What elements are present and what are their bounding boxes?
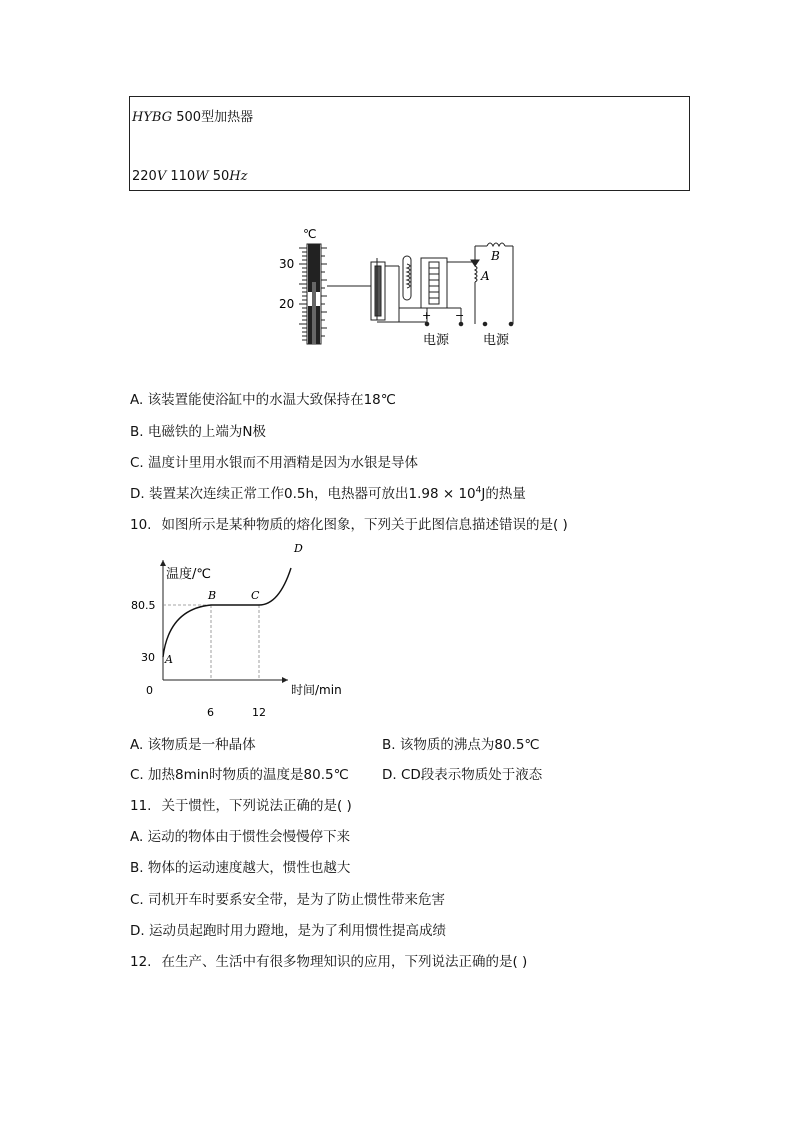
heater-spec-box xyxy=(129,96,690,191)
spec-model-text: 500型加热器 xyxy=(176,110,254,125)
q9-option-a xyxy=(130,388,396,408)
option-text: 该物质的沸点为80.5℃ xyxy=(399,737,540,753)
option-text: 运动的物体由于惯性会慢慢停下来 xyxy=(147,829,351,845)
thermometer-tick-30: 30 xyxy=(279,257,295,271)
origin-label: 0 xyxy=(146,684,153,697)
question-stem: 在生产、生活中有很多物理知识的应用，下列说法正确的是( ) xyxy=(161,954,528,970)
question-number: 12. xyxy=(130,954,152,970)
spec-voltage-unit: V xyxy=(156,169,167,184)
option-text: 装置某次连续正常工作0.5h，电热器可放出1.98 × 10 xyxy=(148,486,476,502)
switch-label-b: B xyxy=(491,249,500,263)
option-letter: C. xyxy=(130,455,144,471)
contact-thermometer xyxy=(371,258,427,322)
option-text: CD段表示物质处于液态 xyxy=(400,767,543,783)
switch-label-a: A xyxy=(481,269,490,283)
x-tick-label: 12 xyxy=(252,706,266,719)
spec-power-unit: W xyxy=(195,169,209,184)
power-plus-sign: + xyxy=(422,309,432,322)
spec-voltage: 220 xyxy=(132,169,157,184)
point-label-c: C xyxy=(251,589,260,602)
thermostat-circuit-diagram xyxy=(275,222,525,352)
q10-option-b xyxy=(382,733,540,753)
option-letter: C. xyxy=(130,892,144,908)
option-letter: B. xyxy=(130,860,144,876)
option-text: 温度计里用水银而不用酒精是因为水银是导体 xyxy=(148,455,419,471)
spec-model-line xyxy=(132,106,253,125)
q9-option-c xyxy=(130,451,418,471)
option-text: 司机开车时要系安全带，是为了防止惯性带来危害 xyxy=(148,892,446,908)
thermometer xyxy=(279,227,327,344)
option-text-end: J的热量 xyxy=(481,486,526,502)
y-axis-label: 温度/℃ xyxy=(166,567,211,582)
q11-stem xyxy=(130,794,352,814)
q10-option-d xyxy=(382,763,542,783)
option-letter: D. xyxy=(130,486,145,502)
option-text: 电磁铁的上端为N极 xyxy=(147,424,266,440)
spec-frequency-unit: Hz xyxy=(229,169,248,184)
option-letter: B. xyxy=(130,424,144,440)
q11-option-d xyxy=(130,919,446,939)
spec-rating-line xyxy=(132,169,247,184)
melting-graph xyxy=(128,540,358,725)
q12-stem xyxy=(130,950,527,970)
thermometer-unit-label: ℃ xyxy=(303,227,317,241)
power-source-left-label: 电源 xyxy=(423,333,450,348)
point-label-a: A xyxy=(165,653,173,666)
q11-option-b xyxy=(130,856,350,876)
question-number: 11. xyxy=(130,798,152,814)
option-letter: A. xyxy=(130,737,144,753)
question-number: 10. xyxy=(130,517,152,533)
power-source-right-label: 电源 xyxy=(483,333,510,348)
power-minus-sign: − xyxy=(455,309,465,322)
y-tick-label: 80.5 xyxy=(131,599,156,612)
option-text: 物体的运动速度越大，惯性也越大 xyxy=(147,860,351,876)
option-text: 该物质是一种晶体 xyxy=(147,737,256,753)
option-letter: A. xyxy=(130,392,144,408)
q11-option-a xyxy=(130,825,350,845)
option-letter: D. xyxy=(382,767,397,783)
q11-option-c xyxy=(130,888,445,908)
x-tick-label: 6 xyxy=(207,706,214,719)
option-letter: B. xyxy=(382,737,396,753)
question-stem: 关于惯性，下列说法正确的是( ) xyxy=(161,798,352,814)
q10-option-a xyxy=(130,733,256,753)
point-label-b: B xyxy=(208,589,217,602)
option-letter: D. xyxy=(130,923,145,939)
spec-frequency: 50 xyxy=(212,169,230,184)
q9-option-b xyxy=(130,420,266,440)
option-text: 运动员起跑时用力蹬地，是为了利用惯性提高成绩 xyxy=(148,923,446,939)
question-stem: 如图所示是某种物质的熔化图象，下列关于此图信息描述错误的是( ) xyxy=(161,517,568,533)
option-text: 该装置能使浴缸中的水温大致保持在18℃ xyxy=(147,392,396,408)
thermometer-tick-20: 20 xyxy=(279,297,295,311)
q9-option-d xyxy=(130,482,526,502)
q10-stem xyxy=(130,513,568,533)
spec-model-code: HYBG xyxy=(132,110,173,125)
y-tick-label: 30 xyxy=(141,651,155,664)
option-text: 加热8min时物质的温度是80.5℃ xyxy=(148,767,349,783)
point-label-d: D xyxy=(294,542,303,555)
q10-option-c xyxy=(130,763,349,783)
spec-power: 110 xyxy=(170,169,196,184)
option-letter: C. xyxy=(130,767,144,783)
x-axis-label: 时间/min xyxy=(291,683,342,697)
option-superscript: 4 xyxy=(475,485,482,496)
option-letter: A. xyxy=(130,829,144,845)
